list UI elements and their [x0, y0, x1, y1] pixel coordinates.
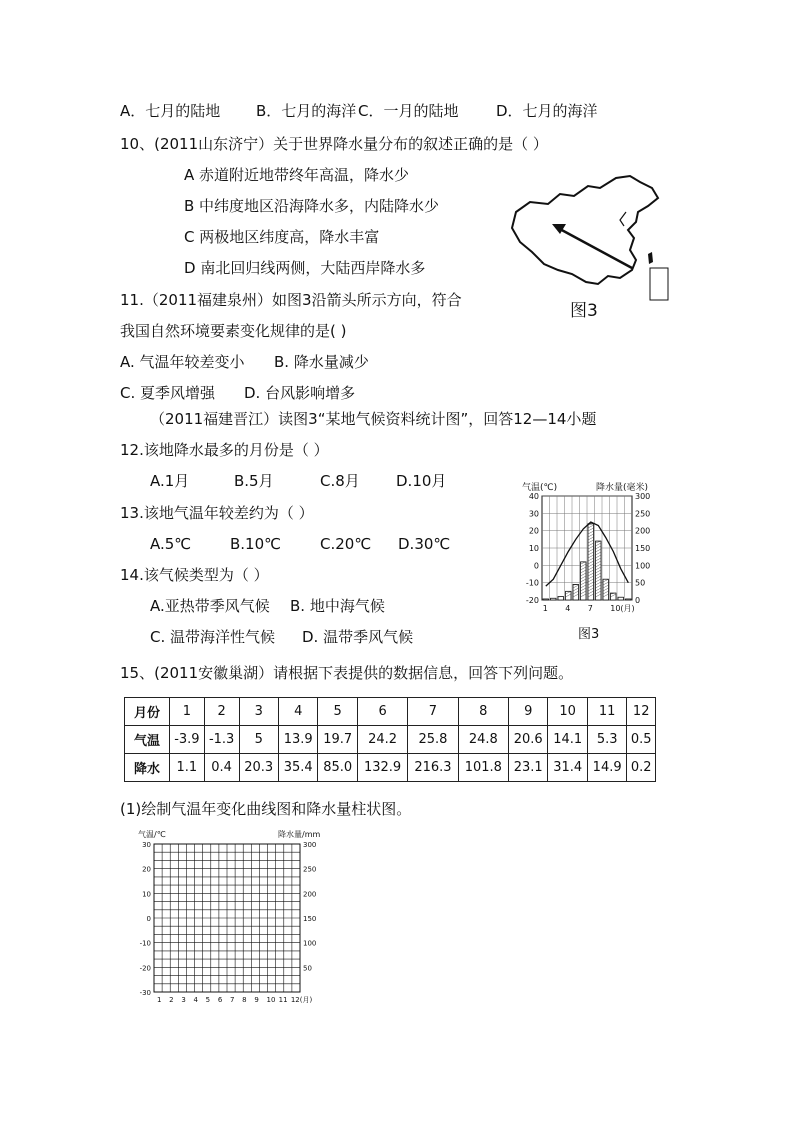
grid-x-tick: 11 [278, 996, 288, 1004]
chart-caption: 图3 [578, 627, 600, 642]
month-cell: 3 [239, 698, 278, 726]
chart-left-tick: 40 [528, 492, 539, 501]
grid-x-tick: 1 [157, 996, 162, 1004]
grid-left-tick: -20 [139, 964, 151, 973]
chart-left-tick: -20 [525, 596, 539, 605]
chart-left-title: 气温(℃) [522, 483, 558, 493]
q10-option-c: C 两极地区纬度高，降水丰富 [184, 228, 380, 246]
temp-cell: 19.7 [318, 726, 357, 754]
temp-cell: 13.9 [278, 726, 317, 754]
q13-option-b: B.10℃ [230, 535, 281, 553]
precip-cell: 132.9 [357, 754, 407, 782]
q14-options-cd [150, 627, 413, 647]
blank-grid-chart [128, 826, 328, 1006]
grid-x-tick: 4 [193, 996, 198, 1004]
q13-option-d: D.30℃ [398, 535, 451, 553]
q9-option-d: D．七月的海洋 [496, 102, 598, 120]
grid-left-tick: 10 [142, 890, 151, 899]
precip-cell: 0.2 [627, 754, 656, 782]
temp-cell: 24.2 [357, 726, 407, 754]
month-cell: 10 [548, 698, 587, 726]
q14-option-c: C. 温带海洋性气候 [150, 628, 276, 646]
q11-options-cd [120, 383, 355, 403]
chart-right-tick: 200 [635, 526, 651, 536]
temp-cell: -1.3 [204, 726, 239, 754]
chart-right-tick: 250 [635, 509, 651, 519]
grid-x-tick: 2 [169, 996, 174, 1004]
map-figure-caption: 图3 [570, 301, 598, 321]
q15-sub1: (1)绘制气温年变化曲线图和降水量柱状图。 [120, 800, 412, 818]
q14-option-a: A.亚热带季风气候 [150, 597, 270, 615]
row-label-temperature: 气温 [125, 726, 170, 754]
grid-x-tick: 7 [230, 996, 235, 1004]
precip-cell: 216.3 [408, 754, 458, 782]
grid-right-tick: 250 [303, 865, 317, 874]
q13-options [150, 534, 450, 554]
temp-cell: 24.8 [458, 726, 508, 754]
q12-option-c: C.8月 [320, 472, 360, 490]
south-sea-inset [650, 268, 668, 300]
china-outline [512, 176, 658, 284]
temp-cell: 25.8 [408, 726, 458, 754]
precip-bar [551, 598, 557, 600]
q15-stem: 15、(2011安徽巢湖）请根据下表提供的数据信息，回答下列问题。 [120, 664, 574, 682]
chart-left-tick: 20 [528, 526, 539, 536]
grid-left-tick: -30 [139, 989, 151, 997]
q11-option-a: A. 气温年较差变小 [120, 353, 245, 371]
q10-stem: 10、(2011山东济宁）关于世界降水量分布的叙述正确的是（ ） [120, 135, 548, 153]
temp-cell: 5.3 [587, 726, 626, 754]
data-table [124, 697, 656, 782]
grid-left-tick: 0 [146, 915, 151, 923]
q9-option-b: B．七月的海洋 [256, 102, 357, 120]
precip-cell: 31.4 [548, 754, 587, 782]
chart-x-tick: 1 [542, 604, 548, 613]
table-header-label: 月份 [125, 698, 170, 726]
grid-x-tick: 10 [266, 996, 276, 1004]
grid-right-tick: 100 [303, 939, 317, 948]
grid-x-tick: 12(月) [290, 996, 313, 1004]
chart-right-tick: 50 [635, 578, 646, 588]
grid-x-tick: 6 [217, 996, 223, 1004]
month-cell: 9 [508, 698, 547, 726]
chart-left-tick: 0 [533, 561, 539, 571]
month-cell: 8 [458, 698, 508, 726]
grid-right-title: 降水量/mm [278, 830, 321, 839]
q11-option-c: C. 夏季风增强 [120, 384, 216, 402]
grid-left-tick: 20 [142, 865, 151, 874]
chart-right-tick: 100 [635, 561, 651, 571]
q14-stem: 14.该气候类型为（ ） [120, 566, 269, 584]
precip-bar [626, 599, 632, 600]
precip-cell: 101.8 [458, 754, 508, 782]
grid-x-tick: 9 [254, 996, 259, 1004]
month-cell: 4 [278, 698, 317, 726]
row-label-precipitation: 降水 [125, 754, 170, 782]
q13-stem: 13.该地气温年较差约为（ ） [120, 504, 314, 522]
grid-right-tick: 50 [303, 964, 312, 973]
table-row-temperature [125, 726, 656, 754]
chart-x-tick: 10(月) [610, 604, 635, 613]
chart-right-title: 降水量(毫米) [596, 483, 649, 493]
precip-cell: 35.4 [278, 754, 317, 782]
precip-bar [618, 597, 624, 600]
grid-right-tick: 300 [303, 841, 317, 849]
q11-options-ab [120, 352, 369, 372]
temp-cell: 20.6 [508, 726, 547, 754]
chart-x-tick: 7 [587, 604, 593, 613]
q10-option-d: D 南北回归线两侧，大陆西岸降水多 [184, 259, 426, 277]
month-cell: 1 [170, 698, 205, 726]
precip-bar [543, 599, 549, 600]
q11-stem-line2: 我国自然环境要素变化规律的是( ) [120, 322, 347, 340]
temp-cell: 0.5 [627, 726, 656, 754]
precip-cell: 14.9 [587, 754, 626, 782]
precip-cell: 23.1 [508, 754, 547, 782]
group-intro: （2011福建晋江）读图3“某地气候资料统计图”，回答12—14小题 [150, 410, 597, 428]
q14-options-ab [150, 596, 385, 616]
month-cell: 2 [204, 698, 239, 726]
grid-left-tick: 30 [142, 841, 151, 849]
chart-right-tick: 0 [635, 596, 641, 605]
month-cell: 6 [357, 698, 407, 726]
grid-x-tick: 5 [205, 996, 211, 1004]
q10-option-b: B 中纬度地区沿海降水多，内陆降水少 [184, 197, 440, 215]
table-row-precipitation [125, 754, 656, 782]
precip-cell: 1.1 [170, 754, 205, 782]
temp-cell: 5 [239, 726, 278, 754]
table-row-months [125, 698, 656, 726]
precip-cell: 85.0 [318, 754, 357, 782]
month-cell: 5 [318, 698, 357, 726]
precip-cell: 20.3 [239, 754, 278, 782]
chart-left-tick: 10 [528, 544, 539, 553]
grid-right-tick: 200 [303, 890, 317, 899]
q11-option-d: D. 台风影响增多 [244, 384, 356, 402]
temp-cell: 14.1 [548, 726, 587, 754]
grid-x-tick: 3 [181, 996, 186, 1004]
month-cell: 7 [408, 698, 458, 726]
month-cell: 12 [627, 698, 656, 726]
q12-option-a: A.1月 [150, 472, 190, 490]
q10-option-a: A 赤道附近地带终年高温，降水少 [184, 166, 410, 184]
grid-right-tick: 150 [303, 915, 317, 923]
chart-left-tick: -10 [525, 578, 539, 588]
chart-right-tick: 300 [635, 492, 651, 501]
grid-x-tick: 8 [242, 996, 247, 1004]
chart-left-tick: 30 [528, 509, 539, 519]
month-cell: 11 [587, 698, 626, 726]
grid-left-tick: -10 [139, 939, 151, 948]
arrow-line [558, 228, 632, 268]
q13-option-c: C.20℃ [320, 535, 372, 553]
china-coast-detail [620, 212, 626, 226]
temp-cell: -3.9 [170, 726, 205, 754]
taiwan-island [648, 252, 653, 264]
china-map-figure [508, 172, 670, 322]
q12-stem: 12.该地降水最多的月份是（ ） [120, 441, 329, 459]
q9-option-a: A．七月的陆地 [120, 102, 221, 120]
q12-option-b: B.5月 [234, 472, 274, 490]
q9-options [120, 101, 598, 121]
climate-chart [516, 478, 662, 642]
chart-right-tick: 150 [635, 544, 651, 553]
q12-options [150, 471, 446, 491]
q11-stem-line1: 11.（2011福建泉州）如图3沿箭头所示方向，符合 [120, 291, 462, 309]
precip-bar [573, 584, 579, 600]
q9-option-c: C．一月的陆地 [358, 102, 459, 120]
precip-cell: 0.4 [204, 754, 239, 782]
q12-option-d: D.10月 [396, 472, 447, 490]
q13-option-a: A.5℃ [150, 535, 192, 553]
q14-option-d: D. 温带季风气候 [302, 628, 414, 646]
grid-left-title: 气温/℃ [138, 830, 166, 839]
q11-option-b: B. 降水量减少 [274, 353, 369, 371]
chart-x-tick: 4 [565, 604, 571, 613]
q14-option-b: B. 地中海气候 [290, 597, 385, 615]
